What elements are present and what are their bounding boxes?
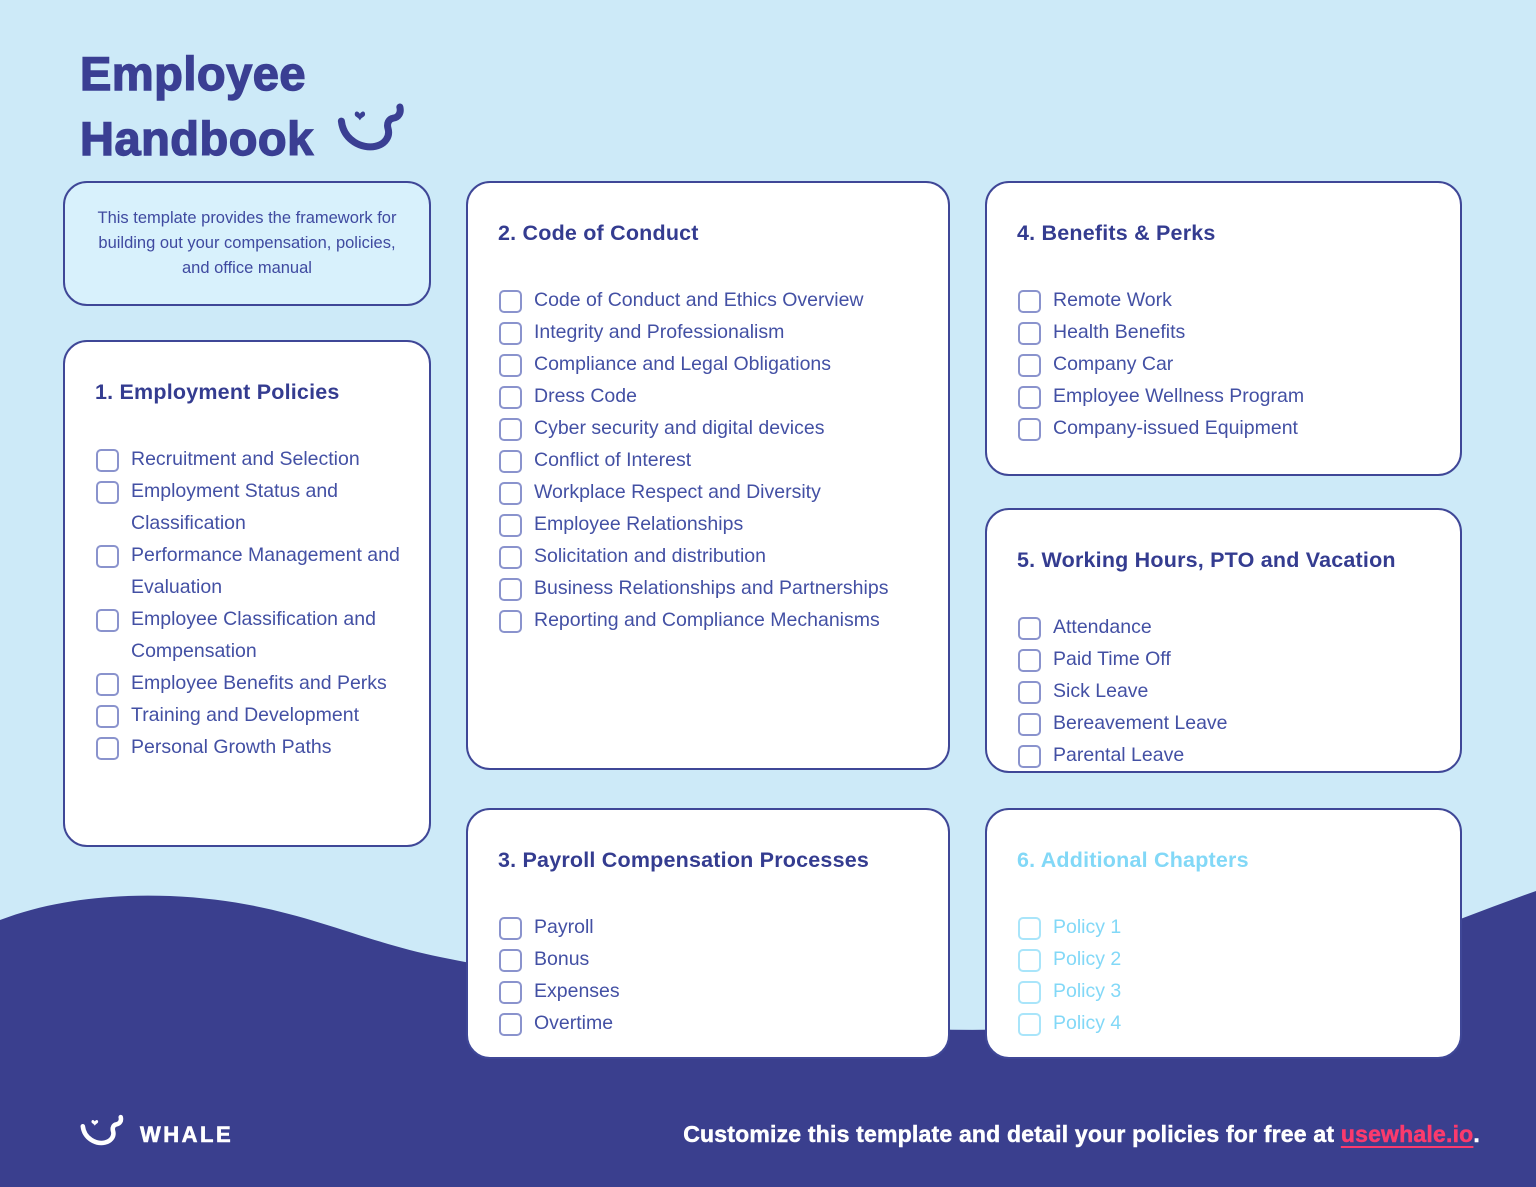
checklist bbox=[987, 573, 1460, 771]
checklist-item-label: Dress Code bbox=[534, 385, 637, 407]
checklist-item bbox=[1018, 316, 1434, 348]
checklist bbox=[468, 246, 948, 636]
page-title-line1 bbox=[80, 44, 408, 104]
checkbox[interactable] bbox=[1018, 322, 1041, 345]
checklist-item-label: Employee Benefits and Perks bbox=[131, 672, 387, 694]
checklist-item bbox=[1018, 412, 1434, 444]
checklist-item bbox=[96, 731, 403, 763]
checklist-item bbox=[1018, 380, 1434, 412]
usewhale-link[interactable]: usewhale.io bbox=[1340, 1121, 1474, 1147]
checklist-item-label: Code of Conduct and Ethics Overview bbox=[534, 289, 864, 311]
checkbox[interactable] bbox=[1018, 713, 1041, 736]
checkbox[interactable] bbox=[499, 386, 522, 409]
checkbox[interactable] bbox=[1018, 1013, 1041, 1036]
checklist-item bbox=[1018, 911, 1434, 943]
card-title: 3. Payroll Compensation Processes bbox=[498, 848, 870, 872]
checkbox[interactable] bbox=[499, 322, 522, 345]
checkbox[interactable] bbox=[1018, 745, 1041, 768]
intro-line: building out your compensation, policies, bbox=[98, 234, 396, 253]
checklist-item-label: Paid Time Off bbox=[1053, 648, 1171, 670]
checklist-item bbox=[499, 412, 922, 444]
checkbox[interactable] bbox=[96, 737, 119, 760]
checkbox[interactable] bbox=[499, 514, 522, 537]
checkbox[interactable] bbox=[499, 917, 522, 940]
checklist-item bbox=[1018, 739, 1434, 771]
footer-brand-name: WHALE bbox=[140, 1121, 234, 1147]
checklist-item bbox=[1018, 643, 1434, 675]
checkbox[interactable] bbox=[1018, 949, 1041, 972]
checklist-item bbox=[1018, 611, 1434, 643]
card-payroll-compensation bbox=[466, 808, 950, 1059]
checkbox[interactable] bbox=[96, 449, 119, 472]
checkbox[interactable] bbox=[96, 705, 119, 728]
checkbox[interactable] bbox=[499, 949, 522, 972]
intro-card bbox=[63, 181, 431, 306]
whale-logo-icon bbox=[334, 100, 408, 174]
checklist-item-label: Recruitment and Selection bbox=[131, 448, 360, 470]
page-title-line2 bbox=[80, 104, 408, 174]
checklist-item bbox=[1018, 1007, 1434, 1039]
checklist-item-label: Employee Relationships bbox=[534, 513, 744, 535]
intro-line: and office manual bbox=[182, 258, 312, 277]
checklist-item-label: Company Car bbox=[1053, 353, 1174, 375]
checkbox[interactable] bbox=[96, 609, 119, 632]
checkbox[interactable] bbox=[499, 450, 522, 473]
checkbox[interactable] bbox=[499, 290, 522, 313]
page-title bbox=[80, 44, 408, 174]
checklist-item bbox=[499, 284, 922, 316]
checklist-item-label: Payroll bbox=[534, 916, 594, 938]
checkbox[interactable] bbox=[499, 418, 522, 441]
checklist-item bbox=[499, 380, 922, 412]
card-employment-policies bbox=[63, 340, 431, 847]
checklist-item bbox=[96, 667, 403, 699]
checkbox[interactable] bbox=[499, 546, 522, 569]
checklist-item-label: Cyber security and digital devices bbox=[534, 417, 825, 439]
whale-footer-logo-icon bbox=[78, 1112, 126, 1157]
checklist-item-label: Reporting and Compliance Mechanisms bbox=[534, 609, 880, 631]
checklist-item-label: Policy 3 bbox=[1053, 980, 1122, 1002]
checkbox[interactable] bbox=[1018, 354, 1041, 377]
checklist-item-label: Solicitation and distribution bbox=[534, 545, 766, 567]
checklist-item bbox=[1018, 943, 1434, 975]
checkbox[interactable] bbox=[499, 610, 522, 633]
page-title-text-2: Handbook bbox=[80, 112, 314, 165]
checklist-item bbox=[96, 539, 403, 603]
checklist-item-label: Parental Leave bbox=[1053, 744, 1185, 766]
checklist bbox=[987, 873, 1460, 1039]
checklist-item bbox=[499, 975, 922, 1007]
checklist-item bbox=[499, 476, 922, 508]
checkbox[interactable] bbox=[96, 481, 119, 504]
checklist-item-label: Employment Status and Classification bbox=[131, 480, 339, 534]
checklist-item-label: Company-issued Equipment bbox=[1053, 417, 1298, 439]
checklist-item-label: Overtime bbox=[534, 1012, 614, 1034]
checkbox[interactable] bbox=[499, 354, 522, 377]
checklist-item bbox=[96, 475, 403, 539]
checklist-item bbox=[96, 443, 403, 475]
checklist-item-label: Performance Management and Evaluation bbox=[131, 544, 400, 598]
checklist-item bbox=[1018, 348, 1434, 380]
checklist-item-label: Health Benefits bbox=[1053, 321, 1186, 343]
checkbox[interactable] bbox=[96, 673, 119, 696]
checklist-item-label: Conflict of Interest bbox=[534, 449, 692, 471]
footer-message-text: Customize this template and detail your policies for free at bbox=[683, 1121, 1341, 1147]
checklist-item bbox=[499, 604, 922, 636]
checkbox[interactable] bbox=[1018, 649, 1041, 672]
checklist-item bbox=[499, 943, 922, 975]
checkbox[interactable] bbox=[499, 981, 522, 1004]
checklist-item-label: Policy 2 bbox=[1053, 948, 1122, 970]
checklist bbox=[987, 246, 1460, 444]
card-additional-chapters bbox=[985, 808, 1462, 1059]
checkbox[interactable] bbox=[1018, 386, 1041, 409]
checklist-item bbox=[499, 1007, 922, 1039]
card-working-hours-pto bbox=[985, 508, 1462, 773]
checklist-item bbox=[96, 699, 403, 731]
checklist-item bbox=[499, 316, 922, 348]
card-benefits-perks bbox=[985, 181, 1462, 476]
checklist-item-label: Sick Leave bbox=[1053, 680, 1149, 702]
checklist-item-label: Personal Growth Paths bbox=[131, 736, 332, 758]
checklist-item-label: Workplace Respect and Diversity bbox=[534, 481, 821, 503]
checkbox[interactable] bbox=[1018, 418, 1041, 441]
checkbox[interactable] bbox=[499, 482, 522, 505]
checklist-item bbox=[1018, 975, 1434, 1007]
intro-text bbox=[98, 206, 397, 280]
footer-message-suffix: . bbox=[1473, 1121, 1480, 1147]
checkbox[interactable] bbox=[96, 545, 119, 568]
checkbox[interactable] bbox=[499, 1013, 522, 1036]
checklist-item-label: Policy 4 bbox=[1053, 1012, 1122, 1034]
checklist-item bbox=[499, 540, 922, 572]
checklist-item bbox=[499, 444, 922, 476]
card-title: 2. Code of Conduct bbox=[498, 221, 699, 245]
checklist-item bbox=[499, 348, 922, 380]
checklist-item bbox=[1018, 284, 1434, 316]
checklist-item bbox=[499, 572, 922, 604]
checklist-item-label: Bereavement Leave bbox=[1053, 712, 1228, 734]
checklist-item-label: Training and Development bbox=[131, 704, 359, 726]
checklist-item-label: Attendance bbox=[1053, 616, 1152, 638]
checklist-item bbox=[499, 911, 922, 943]
page-title-text-1: Employee bbox=[80, 47, 307, 100]
checkbox[interactable] bbox=[1018, 917, 1041, 940]
card-title: 1. Employment Policies bbox=[95, 380, 340, 404]
checklist-item bbox=[499, 508, 922, 540]
footer-brand-lockup bbox=[78, 1112, 233, 1157]
checklist bbox=[65, 405, 429, 763]
intro-line: This template provides the framework for bbox=[97, 209, 397, 228]
checklist-item bbox=[96, 603, 403, 667]
card-title: 6. Additional Chapters bbox=[1017, 848, 1249, 872]
checkbox[interactable] bbox=[1018, 290, 1041, 313]
checklist-item-label: Policy 1 bbox=[1053, 916, 1122, 938]
checklist-item-label: Business Relationships and Partnerships bbox=[534, 577, 889, 599]
checklist-item bbox=[1018, 707, 1434, 739]
checklist-item bbox=[1018, 675, 1434, 707]
checklist-item-label: Bonus bbox=[534, 948, 590, 970]
checklist-item-label: Expenses bbox=[534, 980, 620, 1002]
checklist-item-label: Employee Wellness Program bbox=[1053, 385, 1305, 407]
card-title: 5. Working Hours, PTO and Vacation bbox=[1017, 548, 1396, 572]
checklist-item-label: Integrity and Professionalism bbox=[534, 321, 785, 343]
checklist-item-label: Remote Work bbox=[1053, 289, 1172, 311]
footer-message bbox=[683, 1121, 1480, 1148]
checklist-item-label: Employee Classification and Compensation bbox=[131, 608, 376, 662]
checkbox[interactable] bbox=[1018, 681, 1041, 704]
checklist bbox=[468, 873, 948, 1039]
checklist-item-label: Compliance and Legal Obligations bbox=[534, 353, 832, 375]
card-title: 4. Benefits & Perks bbox=[1017, 221, 1216, 245]
checkbox[interactable] bbox=[1018, 981, 1041, 1004]
checkbox[interactable] bbox=[499, 578, 522, 601]
checkbox[interactable] bbox=[1018, 617, 1041, 640]
card-code-of-conduct bbox=[466, 181, 950, 770]
